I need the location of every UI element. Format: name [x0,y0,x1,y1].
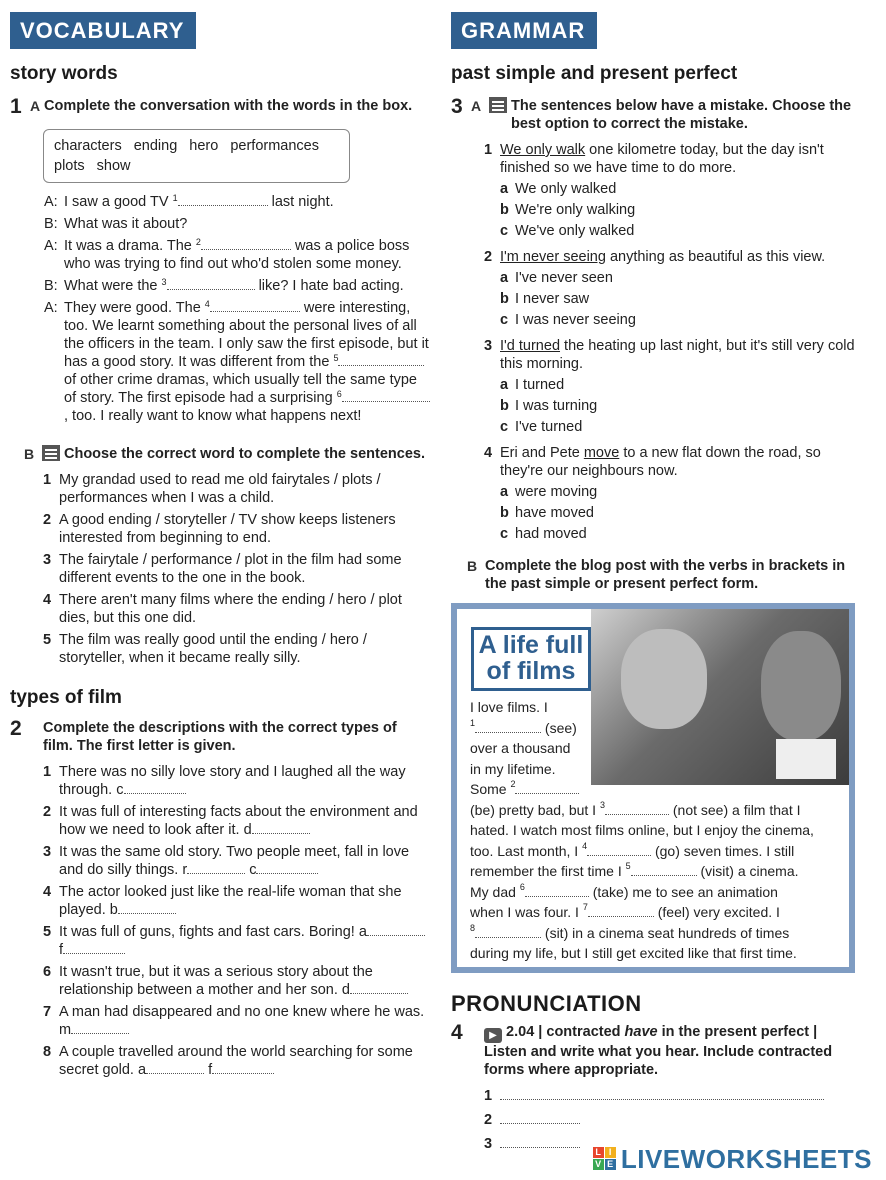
option[interactable] [500,483,861,501]
left-column [10,12,430,1079]
blog-title: A life full of films [471,627,591,691]
exercise-3a-header [451,97,861,133]
gap-number: 7 [582,902,588,912]
gap-number: 2 [195,237,201,247]
vocabulary-banner: VOCABULARY [10,12,196,49]
gap-number: 1 [172,193,178,203]
gap-number: 4 [204,299,210,309]
option-letter: a [500,377,509,393]
list-item [43,1003,430,1039]
answer-gap[interactable] [631,864,697,876]
option-text: I was turning [515,398,598,414]
text: were interesting, too. We learnt something about the personal lives of all the officers in the team. I only saw the first episode, but it has a good story. It was different from the [64,300,429,370]
item-text: There was no silly love story and I laughed all the way through. c [59,764,406,798]
item-number: 5 [43,632,52,648]
option-letter: c [500,223,509,239]
gap-number: 3 [599,799,605,810]
item-number: 4 [43,592,52,608]
option-text: were moving [515,484,598,500]
option-text: have moved [515,505,594,521]
item-text: My grandad used to read me old fairytales / plots / performances when I was a child. [59,472,381,506]
grammar-banner: GRAMMAR [451,12,597,49]
topic-text: | contracted [538,1024,625,1040]
option-letter: a [500,181,509,197]
answer-gap[interactable] [367,924,425,936]
speaker: A: [44,238,58,254]
blog-text: over a thousand [470,740,571,756]
exercise-1b-list [43,471,430,667]
exercise-part: A [471,98,482,114]
item-number: 3 [43,552,52,568]
option[interactable] [500,397,861,415]
answer-gap[interactable] [515,782,579,794]
exercise-2-list [43,763,430,1079]
dialogue-line [44,299,430,425]
exercise-instruction: The sentences below have a mistake. Choose the best option to correct the mistake. [511,98,852,132]
blog-text: My dad [470,883,516,900]
text: of other crime dramas, which usually tell the same type of story. The first episode had a surprising [64,372,417,406]
option[interactable] [500,269,861,287]
blog-text: (sit) in a cinema seat hundreds of times [544,924,790,941]
option-letter: a [500,484,509,500]
item-number: 1 [43,764,52,780]
blog-text: in my lifetime. [470,760,556,777]
item-number: 4 [484,445,493,461]
exercise-1a-header [10,97,430,117]
option[interactable] [500,201,861,219]
item-number: 2 [484,249,493,265]
option-letter: b [500,202,509,218]
dialogue-text [64,277,404,295]
item-text: one kilometre today, but the day isn't finished so we have time to do more. [500,142,824,176]
option-text: I've never seen [515,270,613,286]
answer-gap[interactable] [201,238,291,250]
liveworksheets-logo [593,1143,872,1174]
answer-gap[interactable] [475,721,541,733]
dialogue-text: What was it about? [64,216,188,232]
grammar-section-title: past simple and present perfect [451,63,738,84]
line-number: 2 [484,1112,493,1128]
answer-gap[interactable] [500,1087,824,1100]
topic-text: in the present perfect | [657,1024,818,1040]
blog-post [451,603,855,973]
underlined-mistake: I'd turned [500,338,561,354]
blog-body [470,697,840,964]
blog-text: (visit) a cinema. [700,863,799,879]
exercise-part: B [24,446,35,462]
word-box: characters ending hero performances plots show [43,129,350,183]
item-text: A couple travelled around the world searching for some secret gold. a [59,1044,413,1078]
exercise-instruction: Complete the blog post with the verbs in brackets in the past simple or present perfect form. [485,558,846,592]
underlined-mistake: I'm never seeing [500,249,606,265]
text: They were good. The [64,300,201,316]
exercise-instruction: Choose the correct word to complete the sentences. [64,446,425,462]
text: , too. I really want to know what happens next! [64,408,362,424]
option-letter: c [500,419,509,435]
blog-text: (feel) very excited. I [657,904,780,920]
item-text: Eri and Pete [500,445,584,461]
answer-gap[interactable] [475,926,541,938]
gap-number: 3 [161,277,167,287]
blog-text: (see) [544,719,577,736]
option-letter: c [500,526,509,542]
exercise-3a-list [484,141,861,543]
list-item [484,337,861,436]
item-number: 1 [43,472,52,488]
gap-number: 8 [470,922,476,933]
answer-gap[interactable] [338,354,424,366]
option[interactable] [500,525,861,543]
blog-text: (not see) a film that I [672,801,801,818]
item-text: It was full of guns, fights and fast cars. Boring! a [59,924,367,940]
blog-text: Some [470,781,507,797]
gap-number: 1 [470,717,476,728]
list-item[interactable] [43,591,430,627]
option-text: I was never seeing [515,312,636,328]
blog-text: hated. I watch most films online, but I enjoy the cinema, [470,822,814,838]
answer-gap[interactable] [71,1022,129,1034]
list-item [484,444,861,543]
speaker: A: [44,194,58,210]
item-number: 2 [43,804,52,820]
blog-text: (be) pretty bad, but I [470,801,597,818]
exercise-instruction: Complete the descriptions with the correct types of film. The first letter is given. [43,720,397,754]
item-number: 8 [43,1044,52,1060]
option[interactable] [500,504,861,522]
option-letter: c [500,312,509,328]
answer-gap[interactable] [118,902,176,914]
item-letter: f [59,942,64,958]
gap-number: 5 [333,353,339,363]
liveworksheets-icon: L I V E [593,1147,616,1170]
exercise-number: 2 [10,717,22,740]
list-item[interactable] [43,511,430,547]
option-letter: b [500,505,509,521]
option[interactable] [500,418,861,436]
underlined-mistake: We only walk [500,142,586,158]
line-number: 3 [484,1136,493,1152]
exercise-3b-header [467,557,861,593]
list-item [484,248,861,329]
exercise-part: B [467,558,478,574]
item-text: A man had disappeared and no one knew where he was. m [59,1004,425,1038]
answer-gap[interactable] [588,905,654,917]
speaker: B: [44,278,58,294]
item-letter: c [249,862,257,878]
list-item [484,141,861,240]
blog-text: when I was four. I [470,904,579,920]
answer-gap[interactable] [500,1135,580,1148]
blog-text: I love films. I [470,699,548,715]
item-text: A good ending / storyteller / TV show keeps listeners interested from beginning to end. [59,512,396,546]
dialogue-line [44,215,430,233]
option[interactable] [500,222,861,240]
item-text: It wasn't true, but it was a serious story about the relationship between a mother and her son. d [59,964,373,998]
item-number: 4 [43,884,52,900]
worksheet-icon [42,445,60,461]
answer-line[interactable] [484,1111,824,1129]
item-number: 6 [43,964,52,980]
answer-gap[interactable] [500,1111,580,1124]
option[interactable] [500,180,861,198]
option-letter: b [500,398,509,414]
exercise-4-header [451,1023,861,1079]
dialogue-text [64,237,430,273]
option[interactable] [500,311,861,329]
answer-gap[interactable] [178,194,268,206]
pronunciation-title: PRONUNCIATION [451,991,642,1016]
conversation [44,193,430,425]
answer-gap[interactable] [605,803,669,815]
text: What were the [64,278,158,294]
right-column [451,12,861,1153]
item-number: 5 [43,924,52,940]
answer-gap[interactable] [210,300,300,312]
audio-track-number: 2.04 [506,1024,535,1040]
item-text: It was full of interesting facts about the environment and how we need to look after it. d [59,804,418,838]
exercise-1b-header [24,445,430,463]
dialogue-line [44,193,430,211]
blog-text: (go) seven times. I still [654,842,795,859]
line-number: 1 [484,1088,493,1104]
exercise-part: A [30,98,41,114]
story-words-title: story words [10,63,118,84]
answer-gap[interactable] [146,1062,204,1074]
item-text: to a new flat down the road, so they're our neighbours now. [500,445,821,479]
gap-number: 6 [336,389,342,399]
item-text: the heating up last night, but it's still very cold this morning. [500,338,855,372]
option-text: I turned [515,377,565,393]
item-text: The fairytale / performance / plot in the film had some different events to the one in the book. [59,552,402,586]
answer-gap[interactable] [350,982,408,994]
option-text: I never saw [515,291,590,307]
option-text: We're only walking [515,202,636,218]
text: last night. [271,194,334,210]
text: It was a drama. The [64,238,192,254]
option-text: I've turned [515,419,583,435]
list-item[interactable] [43,471,430,507]
option-letter: b [500,291,509,307]
blog-text: too. Last month, I [470,842,579,859]
worksheet-icon [489,97,507,113]
list-item[interactable] [43,631,430,667]
item-number: 1 [484,142,493,158]
gap-number: 2 [510,779,516,789]
item-number: 3 [43,844,52,860]
item-text: It was the same old story. Two people meet, fall in love and do silly things. r [59,844,410,878]
option-text: We only walked [515,181,617,197]
blog-text: during my life, but I still get excited like that first time. [470,945,797,961]
list-item[interactable] [43,551,430,587]
text: I saw a good TV [64,194,169,210]
list-item [43,1043,430,1079]
item-letter: f [208,1062,213,1078]
list-item [43,843,430,879]
answer-gap[interactable] [525,885,589,897]
answer-gap[interactable] [342,390,430,402]
option[interactable] [500,290,861,308]
answer-gap[interactable] [63,942,125,954]
blog-text: remember the first time I [470,863,622,879]
list-item [43,803,430,839]
option[interactable] [500,376,861,394]
answer-gap[interactable] [252,822,310,834]
audio-icon[interactable]: ▶ [484,1028,502,1043]
exercise-number: 1 [10,95,22,118]
answer-gap[interactable] [187,862,245,874]
item-number: 3 [484,338,493,354]
types-of-film-title: types of film [10,687,122,708]
speaker: A: [44,300,58,316]
item-text: anything as beautiful as this view. [605,249,826,265]
answer-gap[interactable] [587,844,651,856]
gap-number: 5 [625,861,631,871]
dialogue-text [64,193,334,211]
text: like? I hate bad acting. [258,278,404,294]
speaker: B: [44,216,58,232]
blog-text: (take) me to see an animation [592,883,778,900]
exercise-instruction: Listen and write what you hear. Include contracted forms where appropriate. [484,1044,833,1078]
item-number: 7 [43,1004,52,1020]
dialogue-line [44,237,430,273]
option-text: We've only walked [515,223,635,239]
list-item [43,923,430,959]
item-text: There aren't many films where the ending / hero / plot dies, but this one did. [59,592,402,626]
topic-text-italic: have [624,1024,658,1040]
gap-number: 4 [582,840,588,851]
exercise-instruction: Complete the conversation with the words in the box. [44,98,413,114]
list-item [43,963,430,999]
exercise-2-header [10,719,430,755]
list-item [43,883,430,919]
exercise-number: 4 [451,1021,463,1044]
dialogue-text [64,299,430,425]
item-number: 2 [43,512,52,528]
list-item [43,763,430,799]
item-text: The film was really good until the ending / hero / storyteller, when it became really silly. [59,632,367,666]
option-letter: a [500,270,509,286]
exercise-number: 3 [451,95,463,118]
item-text: The actor looked just like the real-life woman that she played. b [59,884,402,918]
answer-gap[interactable] [212,1062,274,1074]
liveworksheets-wordmark: LIVEWORKSHEETS [620,1143,872,1174]
answer-line[interactable] [484,1087,824,1105]
answer-gap[interactable] [124,782,186,794]
answer-gap[interactable] [256,862,318,874]
underlined-mistake: move [583,445,620,461]
dialogue-line [44,277,430,295]
answer-gap[interactable] [167,278,255,290]
text: was a police boss who was trying to find out who'd stolen some money. [64,238,410,272]
gap-number: 6 [519,881,525,892]
option-text: had moved [515,526,587,542]
